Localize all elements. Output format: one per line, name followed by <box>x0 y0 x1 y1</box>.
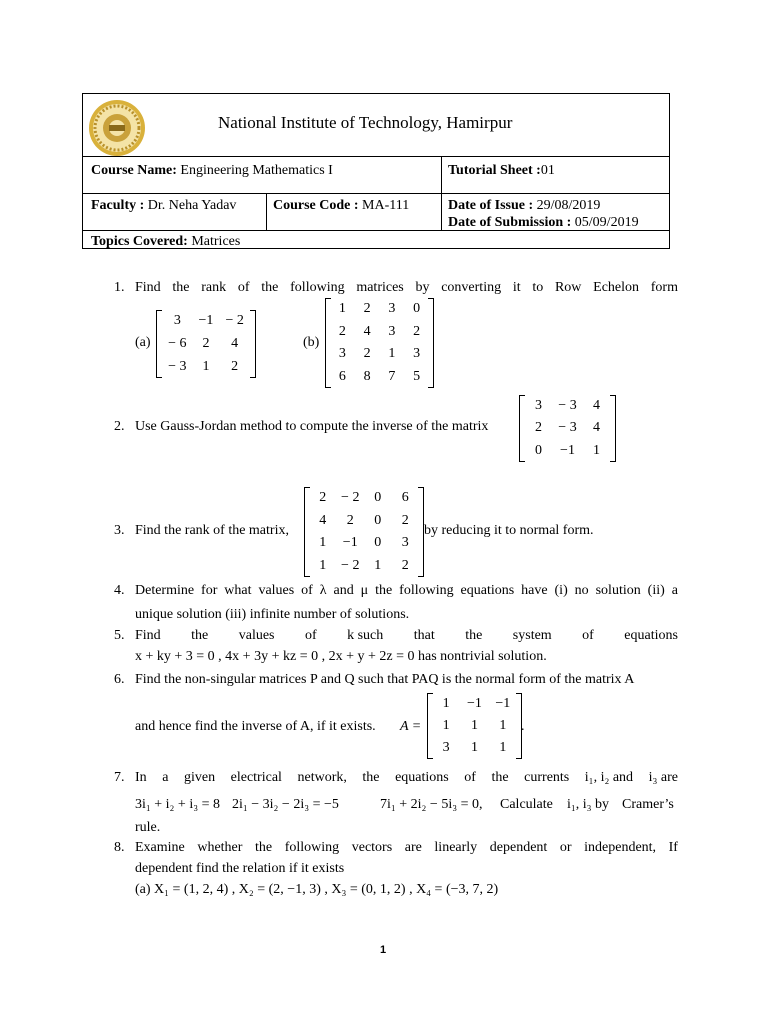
q7-number: 7. <box>114 770 125 785</box>
q2-text: Use Gauss-Jordan method to compute the inverse of the matrix <box>135 419 489 434</box>
q2-matrix <box>519 395 616 462</box>
matrix-entry: 4 <box>319 512 327 528</box>
word: have <box>521 583 548 598</box>
q7-calculate: Calculate <box>500 797 553 812</box>
word: matrices <box>356 280 404 295</box>
word: If <box>668 840 678 855</box>
q7-vars: i₁, i₃ by <box>567 797 610 812</box>
q3-matrix <box>304 487 424 577</box>
matrix-entry: 3 <box>442 740 450 755</box>
word: no <box>574 583 589 598</box>
q8-text-line1 <box>135 840 678 856</box>
matrix-entry: 5 <box>413 368 421 384</box>
tutorial-sheet: Tutorial Sheet :01 <box>448 163 555 178</box>
matrix-entry: 1 <box>499 718 507 733</box>
word: dependent <box>489 840 548 855</box>
word: (ii) <box>647 583 665 598</box>
matrix-entry: 0 <box>374 512 382 528</box>
matrix-entry: −1 <box>342 535 358 551</box>
matrix-entry: 2 <box>535 420 542 436</box>
topics-covered: Topics Covered: Matrices <box>91 234 241 249</box>
matrix-entry: 4 <box>363 323 371 339</box>
q5-equations: x + ky + 3 = 0 , 4x + 3y + kz = 0 , 2x + y + 2z = 0 has nontrivial solution. <box>135 649 547 664</box>
matrix-entry: 3 <box>173 313 181 329</box>
matrix-entry: 8 <box>363 368 371 384</box>
q1-a-label: (a) <box>135 335 151 350</box>
word: i₁, i₂ and <box>584 770 634 785</box>
q4-text-line1 <box>135 583 678 599</box>
q4-number: 4. <box>114 583 125 598</box>
word: the <box>375 583 393 598</box>
matrix-entry: 2 <box>413 323 421 339</box>
q7-eq2: 2i₁ − 3i₂ − 2i₃ = −5 <box>232 797 339 812</box>
matrix-entry: 2 <box>346 512 354 528</box>
matrix-entry: 1 <box>374 557 382 573</box>
word: to <box>532 280 544 295</box>
matrix-entry: 1 <box>470 718 478 733</box>
q7-eq3: 7i₁ + 2i₂ − 5i₃ = 0, <box>380 797 483 812</box>
word: a <box>671 583 678 598</box>
word: converting <box>441 280 502 295</box>
word: linearly <box>434 840 478 855</box>
institute-title: National Institute of Technology, Hamirpur <box>218 113 513 132</box>
matrix-entry: 0 <box>374 535 382 551</box>
course-name: Course Name: Engineering Mathematics I <box>91 163 333 178</box>
matrix-entry: −1 <box>467 696 482 711</box>
word: λ <box>319 583 327 598</box>
word: (i) <box>554 583 568 598</box>
word: of <box>301 583 313 598</box>
word: following <box>290 280 345 295</box>
q6-equals: A = <box>400 719 422 734</box>
matrix-entry: 0 <box>535 442 542 458</box>
word: μ <box>360 583 369 598</box>
course-code: Course Code : MA-111 <box>273 198 410 213</box>
q2-number: 2. <box>114 419 125 434</box>
word: the <box>255 840 273 855</box>
matrix-entry: 4 <box>593 398 600 414</box>
word: that <box>413 628 435 643</box>
matrix-entry: 1 <box>319 535 327 551</box>
institute-seal-icon <box>87 98 147 158</box>
word: of <box>582 628 594 643</box>
word: Find <box>135 628 161 643</box>
date-of-issue: Date of Issue : 29/08/2019 <box>448 198 601 213</box>
matrix-entry: − 6 <box>168 335 187 351</box>
q6-text-line1: Find the non-singular matrices P and Q such that PAQ is the normal form of the matrix A <box>135 672 635 687</box>
q1-b-label: (b) <box>303 335 320 350</box>
matrix-entry: 1 <box>319 557 327 573</box>
q3-text-before: Find the rank of the matrix, <box>135 523 289 538</box>
matrix-entry: − 3 <box>168 358 187 374</box>
q7-cramer: Cramer’s <box>622 797 674 812</box>
word: the <box>491 770 509 785</box>
q1-matrix-b <box>325 298 434 388</box>
word: values <box>238 628 275 643</box>
q6-period: . <box>521 719 525 734</box>
matrix-entry: 1 <box>442 718 450 733</box>
word: Find <box>135 280 161 295</box>
matrix-entry: 7 <box>388 368 396 384</box>
q5-text-line1 <box>135 628 678 644</box>
word: rank <box>201 280 227 295</box>
q3-text-after: by reducing it to normal form. <box>424 523 594 538</box>
matrix-entry: 0 <box>413 301 421 317</box>
matrix-entry: −1 <box>198 313 214 329</box>
matrix-entry: 2 <box>231 358 239 374</box>
matrix-entry: 4 <box>593 420 600 436</box>
matrix-entry: 2 <box>363 301 371 317</box>
matrix-entry: 1 <box>499 740 507 755</box>
matrix-entry: 1 <box>470 740 478 755</box>
word: or <box>559 840 572 855</box>
q8-number: 8. <box>114 840 125 855</box>
word: the <box>191 628 209 643</box>
matrix-entry: −1 <box>495 696 511 711</box>
word: the <box>261 280 279 295</box>
q4-text-line2: unique solution (iii) infinite number of solutions. <box>135 607 410 622</box>
matrix-entry: 3 <box>401 535 409 551</box>
word: form <box>650 280 678 295</box>
word: are <box>404 840 422 855</box>
word: independent, <box>584 840 657 855</box>
matrix-entry: 3 <box>388 323 396 339</box>
word: whether <box>197 840 243 855</box>
q7-text-line1 <box>135 770 678 786</box>
matrix-entry: 2 <box>401 512 409 528</box>
matrix-entry: 6 <box>338 368 346 384</box>
matrix-entry: 2 <box>338 323 346 339</box>
word: i₃ are <box>648 770 678 785</box>
q1-text <box>135 280 678 296</box>
matrix-entry: 2 <box>401 557 409 573</box>
word: network, <box>297 770 347 785</box>
q8-vectors: (a) X₁ = (1, 2, 4) , X₂ = (2, −1, 3) , X₃ = (0, 1, 2) , X₄ = (−3, 7, 2) <box>135 882 499 897</box>
matrix-entry: 3 <box>413 346 421 362</box>
word: following <box>399 583 454 598</box>
word: the <box>362 770 380 785</box>
word: the <box>465 628 483 643</box>
q6-number: 6. <box>114 672 125 687</box>
matrix-entry: 3 <box>338 346 346 362</box>
matrix-entry: − 2 <box>225 313 244 329</box>
page-number: 1 <box>380 944 387 956</box>
word: Examine <box>135 840 185 855</box>
matrix-entry: 2 <box>363 346 371 362</box>
date-of-submission: Date of Submission : 05/09/2019 <box>448 215 639 230</box>
matrix-entry: 1 <box>442 696 450 711</box>
matrix-entry: 3 <box>535 398 542 414</box>
word: electrical <box>230 770 282 785</box>
matrix-entry: 2 <box>202 335 210 351</box>
matrix-entry: − 3 <box>558 398 577 414</box>
word: of <box>464 770 476 785</box>
matrix-entry: 1 <box>202 358 210 374</box>
word: for <box>201 583 218 598</box>
word: following <box>284 840 340 855</box>
word: values <box>258 583 295 598</box>
q8-text-line2: dependent find the relation if it exists <box>135 861 345 876</box>
word: currents <box>524 770 570 785</box>
q1-number: 1. <box>114 280 125 295</box>
word: equations <box>624 628 678 643</box>
word: and <box>333 583 354 598</box>
header-table <box>82 93 670 249</box>
matrix-entry: 6 <box>401 490 409 506</box>
matrix-entry: − 3 <box>558 420 577 436</box>
q6-matrix <box>427 693 522 759</box>
word: Determine <box>135 583 195 598</box>
matrix-entry: 1 <box>338 301 346 317</box>
matrix-entry: 1 <box>388 346 396 362</box>
q3-number: 3. <box>114 523 125 538</box>
matrix-entry: −1 <box>560 442 575 458</box>
word: the <box>172 280 190 295</box>
word: In <box>135 770 147 785</box>
word: of <box>304 628 317 643</box>
word: vectors <box>351 840 393 855</box>
word: by <box>415 280 430 295</box>
word: what <box>224 583 252 598</box>
word: given <box>183 770 216 785</box>
matrix-entry: 0 <box>374 490 382 506</box>
q7-eq1: 3i₁ + i₂ + i₃ = 8 <box>135 797 220 812</box>
q7-text-line3: rule. <box>135 820 161 835</box>
matrix-entry: − 2 <box>341 557 360 573</box>
matrix-entry: 2 <box>319 490 327 506</box>
word: solution <box>595 583 641 598</box>
word: k such <box>347 628 384 643</box>
word: Echelon <box>593 280 640 295</box>
q1-matrix-a <box>156 310 256 378</box>
word: equations <box>460 583 515 598</box>
faculty: Faculty : Dr. Neha Yadav <box>91 198 237 213</box>
word: Row <box>554 280 582 295</box>
matrix-entry: 3 <box>388 301 396 317</box>
word: equations <box>395 770 449 785</box>
word: a <box>162 770 169 785</box>
word: it <box>512 280 521 295</box>
matrix-entry: 4 <box>231 335 239 351</box>
matrix-entry: − 2 <box>341 490 360 506</box>
matrix-entry: 1 <box>593 442 600 458</box>
q5-number: 5. <box>114 628 125 643</box>
q6-text-line2: and hence find the inverse of A, if it exists. <box>135 719 376 734</box>
word: of <box>237 280 250 295</box>
word: system <box>512 628 552 643</box>
